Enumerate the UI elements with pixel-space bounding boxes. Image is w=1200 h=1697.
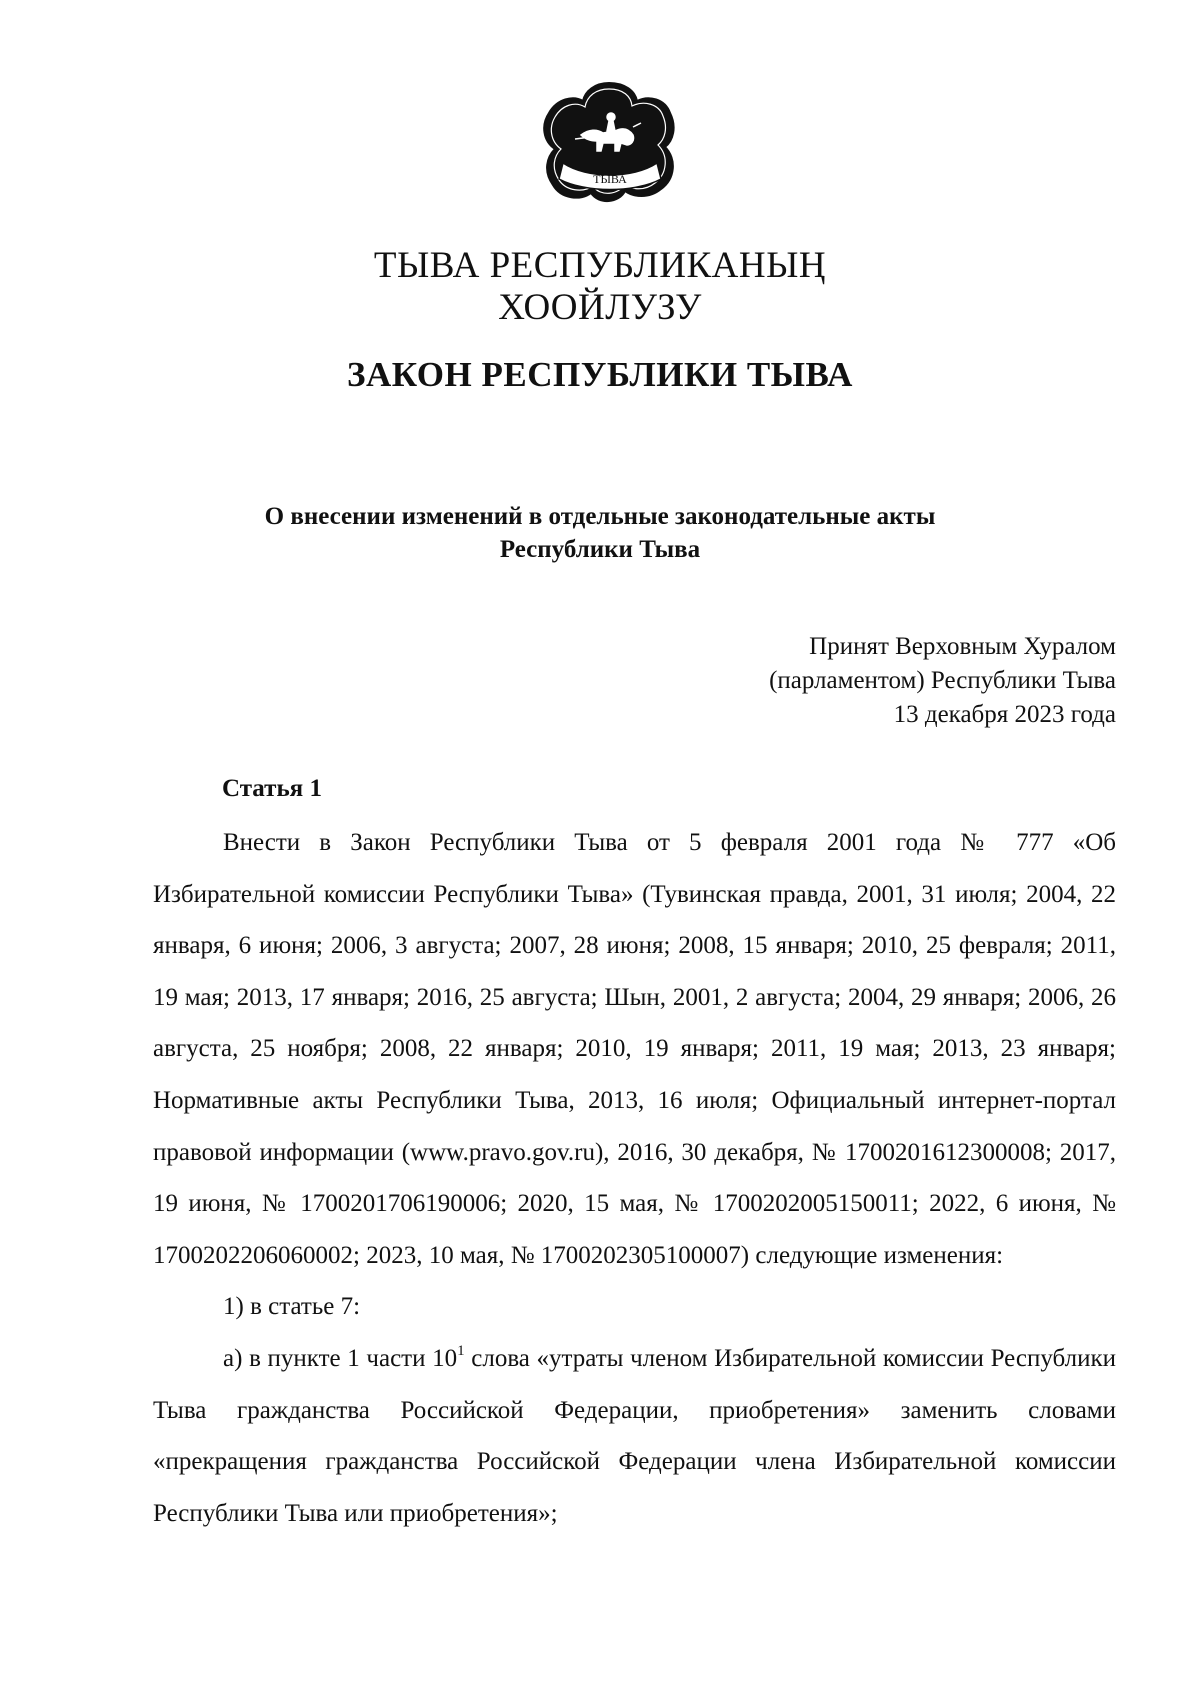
article-item-a: [153, 1333, 1116, 1539]
tuvan-header-line2: ХООЙЛУЗУ: [498, 287, 702, 328]
article-paragraph: Внести в Закон Республики Тыва от 5 февраля 2001 года № 777 «Об Избирательной комиссии Республики Тыва» (Тувинская правда, 2001, 31 июля; 2004, 22 января, 6 июня; 2006, 3 августа; 2007, 28 июня; 2008, 15 января; 2010, 25 февраля; 2011, 19 мая; 2013, 17 января; 2016, 25 августа; Шын, 2001, 2 августа; 2004, 29 января; 2006, 26 августа, 25 ноября; 2008, 22 января; 2010, 19 января; 2011, 19 мая; 2013, 23 января; Нормативные акты Республики Тыва, 2013, 16 июля; Официальный интернет-портал правовой информации (www.pravo.gov.ru), 2016, 30 декабря, № 1700201612300008; 2017, 19 июня, № 1700201706190006; 2020, 15 мая, № 1700202005150011; 2022, 6 июня, № 1700202206060002; 2023, 10 мая, № 1700202305100007) следующие изменения:: [153, 829, 1116, 1269]
tuvan-header: [0, 245, 1200, 329]
tuva-coat-of-arms-icon: [537, 79, 682, 209]
document-subject-line2: Республики Тыва: [499, 536, 701, 563]
article-body: [153, 817, 1116, 1539]
document-subject: [0, 500, 1200, 566]
item-a-superscript: 1: [457, 1342, 465, 1359]
adoption-block: [769, 630, 1116, 732]
article-item-1: 1) в статье 7:: [223, 1293, 361, 1321]
item-a-text-before: а) в пункте 1 части 10: [223, 1344, 458, 1372]
document-subject-line1: О внесении изменений в отдельные законодательные акты: [264, 503, 936, 530]
tuvan-header-line1: ТЫВА РЕСПУБЛИКАНЫҢ: [373, 245, 827, 286]
adoption-line1: Принят Верховным Хуралом: [809, 633, 1116, 660]
adoption-date: 13 декабря 2023 года: [893, 701, 1116, 728]
adoption-line2: (парламентом) Республики Тыва: [769, 667, 1116, 694]
item-a-text-after: слова «утраты членом Избирательной комиссии Республики Тыва гражданства Российской Федерации, приобретения» заменить словами «прекращения гражданства Российской Федерации члена Избирательной комиссии Республики Тыва или приобретения»;: [153, 1344, 1116, 1527]
article-heading: Статья 1: [222, 775, 322, 802]
svg-text:ТЫВА: ТЫВА: [593, 172, 627, 186]
law-title: ЗАКОН РЕСПУБЛИКИ ТЫВА: [347, 355, 853, 394]
